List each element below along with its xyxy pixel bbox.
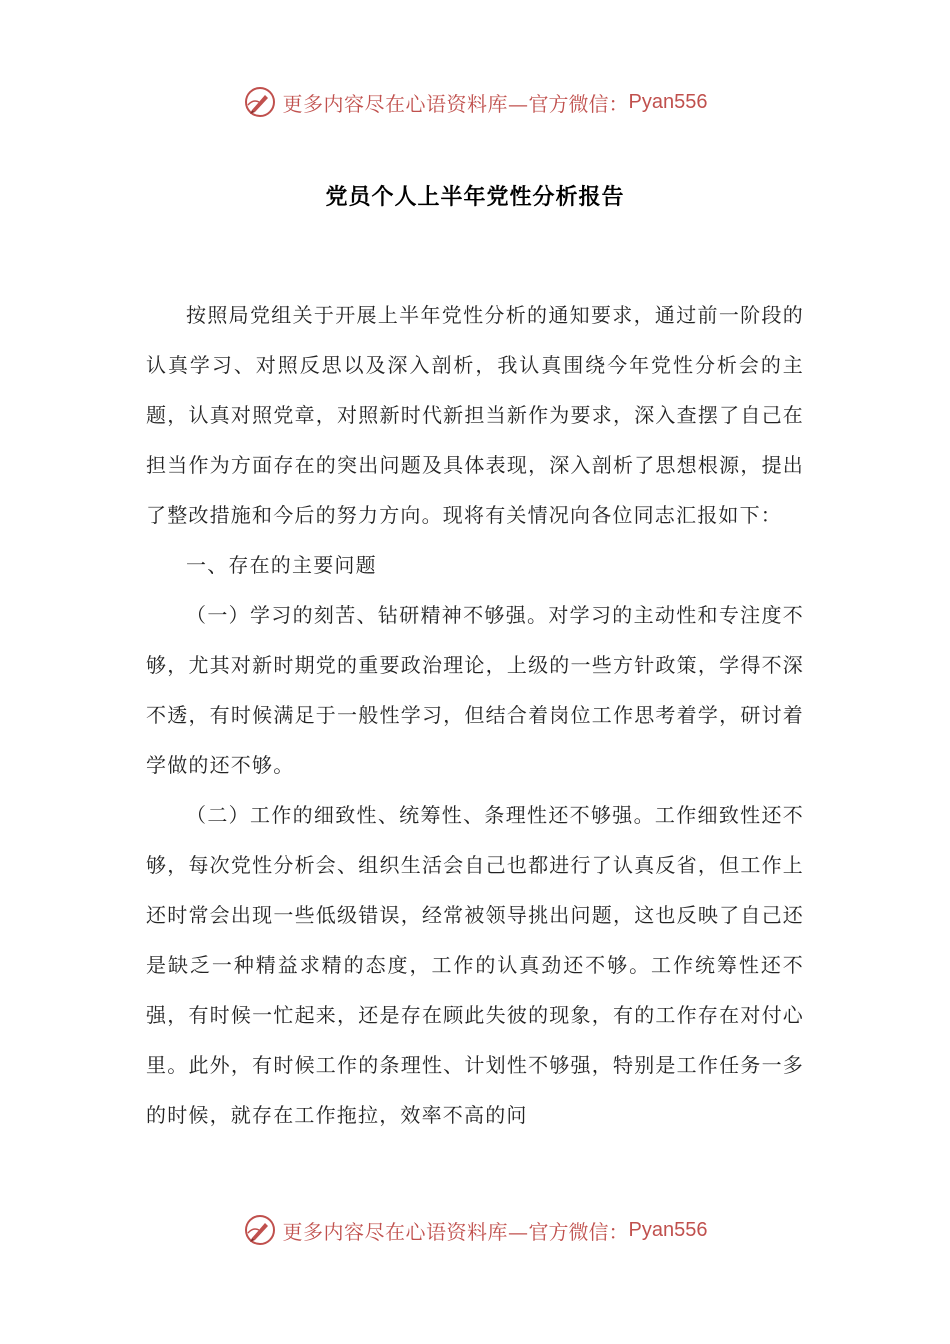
paragraph-problem-1: （一）学习的刻苦、钻研精神不够强。对学习的主动性和专注度不够，尤其对新时期党的重要政治理论，上级的一些方针政策，学得不深不透，有时候满足于一般性学习，但结合着岗位工作思考着学，研讨着学做的还不够。 [146, 603, 804, 777]
pen-logo-icon [243, 85, 277, 119]
paragraph-problem-2: （二）工作的细致性、统筹性、条理性还不够强。工作细致性还不够，每次党性分析会、组织生活会自己也都进行了认真反省，但工作上还时常会出现一些低级错误，经常被领导挑出问题，这也反映了自己还是缺乏一种精益求精的态度，工作的认真劲还不够。工作统筹性还不强，有时候一忙起来，还是存在顾此失彼的现象，有的工作存在对付心里。此外，有时候工作的条理性、计划性不够强，特别是工作任务一多的时候，就存在工作拖拉，效率不高的问 [146, 803, 804, 1127]
section-heading: 一、存在的主要问题 [186, 553, 377, 577]
banner-main-text: 更多内容尽在心语资料库— [282, 91, 529, 116]
banner-wechat-id: Pyan556 [628, 1218, 708, 1241]
paragraph-intro: 按照局党组关于开展上半年党性分析的通知要求，通过前一阶段的认真学习、对照反思以及深入剖析，我认真围绕今年党性分析会的主题，认真对照党章，对照新时代新担当新作为要求，深入查摆了自己在担当作为方面存在的突出问题及具体表现，深入剖析了思想根源，提出了整改措施和今后的努力方向。现将有关情况向各位同志汇报如下： [146, 303, 804, 527]
pen-logo-icon [243, 1213, 277, 1247]
footer-banner [0, 1208, 950, 1252]
banner-main-text: 更多内容尽在心语资料库— [282, 1219, 529, 1244]
banner-wechat-label: 官方微信： [528, 91, 629, 116]
document-body [146, 290, 804, 1140]
banner-wechat-label: 官方微信： [528, 1219, 629, 1244]
document-title: 党员个人上半年党性分析报告 [325, 185, 625, 210]
banner-wechat-id: Pyan556 [628, 90, 708, 113]
header-banner [0, 80, 950, 124]
